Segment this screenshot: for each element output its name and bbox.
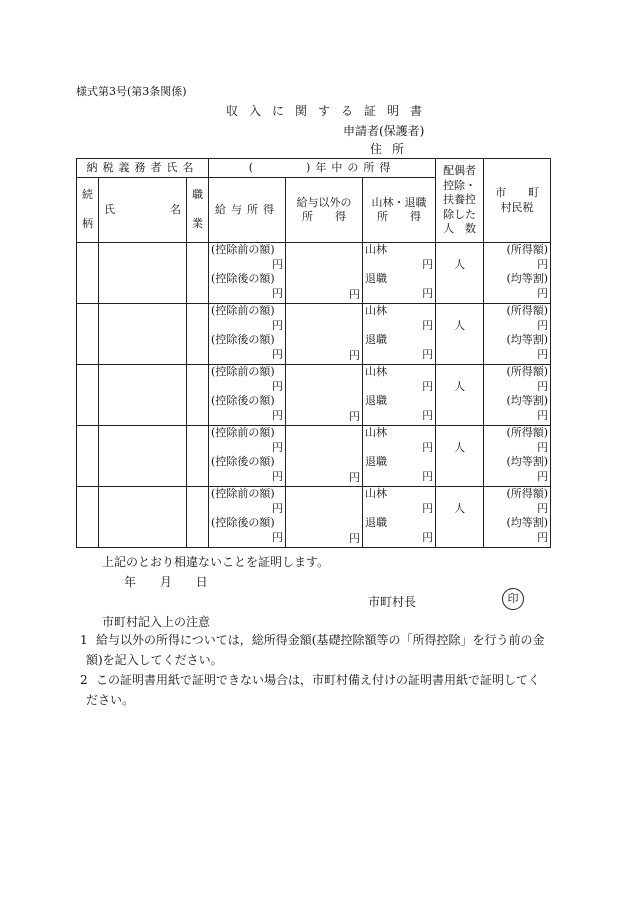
retire-label: 退職 <box>365 333 388 346</box>
yen-label: 円 <box>537 286 549 300</box>
yen-label: 円 <box>272 347 284 361</box>
salary-cell[interactable] <box>209 243 286 304</box>
deduction-count-cell[interactable] <box>436 304 484 365</box>
note-2-text-b: ださい。 <box>86 693 135 707</box>
deduction-count-cell[interactable] <box>436 487 484 548</box>
yen-label: 円 <box>422 440 434 454</box>
address-label: 住所 <box>370 142 415 156</box>
relation-line-1: 続 <box>82 188 93 202</box>
forest-label: 山林 <box>365 365 388 378</box>
non-salary-cell[interactable] <box>286 243 363 304</box>
relation-cell[interactable] <box>77 304 99 365</box>
name-cell[interactable] <box>99 487 187 548</box>
retire-label: 退職 <box>365 516 388 529</box>
note-2 <box>80 670 550 710</box>
deduction-line-4: 除した <box>443 207 477 221</box>
income-amount-label: (所得額) <box>506 487 549 500</box>
person-label: 人 <box>454 502 466 515</box>
yen-label: 円 <box>422 347 434 361</box>
yen-label: 円 <box>422 501 434 515</box>
forest-retire-line-1: 山林・退職 <box>371 195 427 209</box>
non-salary-line-1: 給与以外の <box>296 195 352 209</box>
salary-cell[interactable] <box>209 487 286 548</box>
relation-cell[interactable] <box>77 487 99 548</box>
note-2-text-a: この証明書用紙で証明できない場合は，市町村備え付けの証明書用紙で証明してく <box>96 673 541 687</box>
forest-retire-cell[interactable] <box>363 426 436 487</box>
before-deduction-label: (控除前の額) <box>211 365 275 378</box>
after-deduction-label: (控除後の額) <box>211 455 275 468</box>
occupation-cell[interactable] <box>187 304 209 365</box>
yen-label: 円 <box>272 530 284 544</box>
before-deduction-label: (控除前の額) <box>211 487 275 500</box>
yen-label: 円 <box>349 348 361 362</box>
before-deduction-label: (控除前の額) <box>211 243 275 256</box>
deduction-line-1: 配偶者 <box>443 164 477 178</box>
yen-label: 円 <box>349 470 361 484</box>
applicant-label: 申請者(保護者) <box>343 124 425 138</box>
yen-label: 円 <box>349 531 361 545</box>
non-salary-cell[interactable] <box>286 426 363 487</box>
yen-label: 円 <box>537 379 549 393</box>
yen-label: 円 <box>422 530 434 544</box>
table-row <box>77 426 551 487</box>
yen-label: 円 <box>422 379 434 393</box>
non-salary-cell[interactable] <box>286 304 363 365</box>
after-deduction-label: (控除後の額) <box>211 272 275 285</box>
salary-cell[interactable] <box>209 426 286 487</box>
note-1-number: 1 <box>80 633 88 647</box>
deduction-line-5: 人 数 <box>443 222 477 236</box>
yen-label: 円 <box>537 257 549 271</box>
name-cell[interactable] <box>99 426 187 487</box>
forest-retire-line-2: 所 得 <box>377 210 422 223</box>
yen-label: 円 <box>537 318 549 332</box>
notes-title: 市町村記入上の注意 <box>102 615 211 629</box>
income-amount-label: (所得額) <box>506 304 549 317</box>
forest-retire-cell[interactable] <box>363 487 436 548</box>
person-label: 人 <box>454 441 466 454</box>
yen-label: 円 <box>349 287 361 301</box>
forest-label: 山林 <box>365 304 388 317</box>
name-cell[interactable] <box>99 243 187 304</box>
occupation-line-1: 職 <box>192 188 204 202</box>
per-capita-label: (均等割) <box>506 516 549 529</box>
per-capita-label: (均等割) <box>506 333 549 346</box>
per-capita-label: (均等割) <box>506 272 549 285</box>
name-cell[interactable] <box>99 365 187 426</box>
income-certificate-table <box>76 158 551 548</box>
yen-label: 円 <box>537 408 549 422</box>
note-2-number: 2 <box>80 673 88 687</box>
name-header: 氏 名 <box>99 178 187 243</box>
non-salary-cell[interactable] <box>286 487 363 548</box>
yen-label: 円 <box>422 318 434 332</box>
yen-label: 円 <box>272 286 284 300</box>
forest-label: 山林 <box>365 487 388 500</box>
yen-label: 円 <box>422 286 434 300</box>
relation-cell[interactable] <box>77 243 99 304</box>
salary-cell[interactable] <box>209 304 286 365</box>
occupation-cell[interactable] <box>187 243 209 304</box>
mayor-label: 市町村長 <box>368 595 417 609</box>
table-row <box>77 365 551 426</box>
deduction-line-2: 控除・ <box>443 178 477 192</box>
note-1-text-b: 額)を記入してください。 <box>86 653 223 667</box>
municipal-tax-line-1: 市 町 <box>495 186 540 199</box>
relation-cell[interactable] <box>77 365 99 426</box>
after-deduction-label: (控除後の額) <box>211 516 275 529</box>
yen-label: 円 <box>272 257 284 271</box>
note-1-text-a: 給与以外の所得については，総所得金額(基礎控除額等の「所得控除」を行う前の金 <box>96 633 545 647</box>
municipal-tax-cell[interactable] <box>484 243 551 304</box>
before-deduction-label: (控除前の額) <box>211 304 275 317</box>
relation-line-2: 柄 <box>82 217 93 231</box>
forest-retire-cell[interactable] <box>363 365 436 426</box>
yen-label: 円 <box>272 379 284 393</box>
income-amount-label: (所得額) <box>506 365 549 378</box>
relation-header <box>77 178 99 243</box>
non-salary-header <box>286 178 363 243</box>
municipal-tax-cell[interactable] <box>484 426 551 487</box>
table-row <box>77 304 551 365</box>
yen-label: 円 <box>537 501 549 515</box>
retire-label: 退職 <box>365 455 388 468</box>
person-label: 人 <box>454 380 466 393</box>
deduction-count-cell[interactable] <box>436 243 484 304</box>
year-income-header: ( )年中の所得 <box>209 159 436 178</box>
forest-retire-header <box>363 178 436 243</box>
yen-label: 円 <box>537 440 549 454</box>
forest-label: 山林 <box>365 243 388 256</box>
yen-label: 円 <box>272 469 284 483</box>
deduction-count-cell[interactable] <box>436 426 484 487</box>
salary-income-header: 給与所得 <box>209 178 286 243</box>
forest-label: 山林 <box>365 426 388 439</box>
deduction-header <box>436 159 484 243</box>
per-capita-label: (均等割) <box>506 455 549 468</box>
municipal-tax-header <box>484 159 551 243</box>
occupation-cell[interactable] <box>187 487 209 548</box>
income-amount-label: (所得額) <box>506 426 549 439</box>
non-salary-line-2: 所 得 <box>302 210 347 223</box>
municipal-tax-cell[interactable] <box>484 365 551 426</box>
forest-retire-cell[interactable] <box>363 243 436 304</box>
table-row <box>77 243 551 304</box>
table-row <box>77 487 551 548</box>
taxpayer-name-header: 納税義務者氏名 <box>77 159 209 178</box>
salary-cell[interactable] <box>209 365 286 426</box>
yen-label: 円 <box>272 440 284 454</box>
non-salary-cell[interactable] <box>286 365 363 426</box>
yen-label: 円 <box>537 469 549 483</box>
seal-icon: 印 <box>502 588 524 610</box>
yen-label: 円 <box>537 530 549 544</box>
income-amount-label: (所得額) <box>506 243 549 256</box>
before-deduction-label: (控除前の額) <box>211 426 275 439</box>
occupation-line-2: 業 <box>192 217 204 231</box>
occupation-cell[interactable] <box>187 426 209 487</box>
yen-label: 円 <box>272 318 284 332</box>
municipal-tax-line-2: 村民税 <box>500 200 534 214</box>
occupation-header <box>187 178 209 243</box>
yen-label: 円 <box>422 408 434 422</box>
municipal-tax-cell[interactable] <box>484 487 551 548</box>
after-deduction-label: (控除後の額) <box>211 394 275 407</box>
note-1 <box>80 630 550 670</box>
deduction-line-3: 扶養控 <box>443 193 477 207</box>
yen-label: 円 <box>537 347 549 361</box>
yen-label: 円 <box>422 469 434 483</box>
person-label: 人 <box>454 258 466 271</box>
forest-retire-cell[interactable] <box>363 304 436 365</box>
retire-label: 退職 <box>365 272 388 285</box>
date-line: 年 月 日 <box>124 575 208 589</box>
document-title: 収入に関する証明書 <box>226 104 434 118</box>
certification-statement: 上記のとおり相違ないことを証明します。 <box>102 555 330 569</box>
per-capita-label: (均等割) <box>506 394 549 407</box>
retire-label: 退職 <box>365 394 388 407</box>
relation-cell[interactable] <box>77 426 99 487</box>
deduction-count-cell[interactable] <box>436 365 484 426</box>
yen-label: 円 <box>272 501 284 515</box>
yen-label: 円 <box>349 409 361 423</box>
name-cell[interactable] <box>99 304 187 365</box>
after-deduction-label: (控除後の額) <box>211 333 275 346</box>
person-label: 人 <box>454 319 466 332</box>
occupation-cell[interactable] <box>187 365 209 426</box>
municipal-tax-cell[interactable] <box>484 304 551 365</box>
yen-label: 円 <box>422 257 434 271</box>
yen-label: 円 <box>272 408 284 422</box>
form-number: 様式第3号(第3条関係) <box>76 85 187 98</box>
